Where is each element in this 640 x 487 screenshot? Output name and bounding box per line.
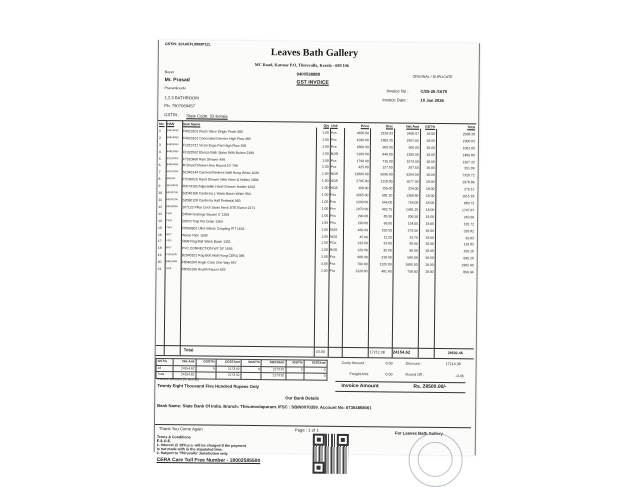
table-cell: 150.50 — [381, 227, 393, 233]
gst-cell: SGST% — [241, 359, 261, 366]
table-cell: 1074.00 — [406, 159, 419, 164]
table-cell: 696.20 — [463, 256, 474, 261]
gst-cell: 0 — [304, 373, 327, 380]
table-cell: 2900.03 — [462, 139, 475, 144]
table-cell: 1.00 — [321, 178, 329, 184]
gst-cell: IGST% — [286, 360, 305, 367]
table-cell: 18.00 — [425, 214, 435, 219]
column-header: Disc — [385, 124, 394, 129]
table-cell: 2 — [158, 135, 161, 140]
table-cell: NOS — [330, 179, 338, 184]
table-cell: NOS — [330, 227, 338, 232]
table-cell: 17 — [157, 239, 162, 244]
table-cell: F1015721 Victor Expo Part High Flow 358 — [182, 142, 247, 148]
table-cell: F8060601 Ultra Waste Coupling FIT 1601 — [182, 225, 245, 231]
table-cell: 18.00 — [426, 145, 435, 150]
terms-title: Terms & Conditions — [156, 435, 191, 440]
qr-finder — [337, 434, 349, 446]
table-cell: 14 — [158, 218, 162, 223]
table-cell: 318.00 — [381, 255, 392, 260]
invoice-no-label: Invoice No : — [386, 88, 409, 94]
table-cell: Pcs — [330, 220, 336, 225]
total-net: 24154.62 — [392, 349, 411, 355]
table-cell: 297.50 — [408, 166, 419, 171]
table-cell: 279.50 — [407, 228, 419, 233]
table-cell: 1267.32 — [462, 159, 475, 164]
table-cell: 1.00 — [321, 248, 328, 253]
table-cell: 1118.00 — [380, 179, 393, 184]
table-cell: PVC CONNECTION WT 18' 1656 — [181, 246, 233, 252]
table-cell: 1677.00 — [406, 179, 419, 184]
gst-cell: 0 — [304, 367, 327, 374]
table-cell: 900.00 — [408, 145, 419, 150]
table-cell: 1.00 — [322, 130, 330, 135]
gst-cell: 9 — [196, 365, 216, 372]
gst-cell: 2173.92 — [216, 372, 241, 379]
company-seal-stamp — [408, 433, 463, 487]
table-cell: 69101000 — [166, 198, 178, 202]
table-cell: 1800.00 — [356, 144, 369, 149]
table-cell: F4020101 Concealed Diverter High Flow 482 — [182, 136, 251, 141]
table-cell: 13 — [158, 211, 162, 216]
terms-eoe: E.& O.E. — [156, 439, 172, 444]
table-cell: 716.00 — [382, 158, 393, 163]
column-header: GST% — [425, 124, 436, 129]
table-cell: 33.75 — [409, 235, 418, 240]
column-header: Item Name — [183, 122, 201, 127]
document-type: GST INVOICE — [296, 79, 329, 86]
table-cell: 18.00 — [425, 242, 434, 247]
table-cell: 11.25 — [383, 234, 392, 239]
cooly-amount: 0.00 — [385, 361, 393, 366]
invoice-date-label: Invoice Date : — [382, 97, 409, 103]
table-cell: 546.00 — [381, 200, 393, 205]
table-cell: 5 — [158, 156, 161, 161]
table-cell: Pcs — [330, 144, 337, 149]
table-cell: 2065.00 — [356, 193, 369, 198]
table-cell: 1062.00 — [462, 145, 475, 151]
table-cell: 39.83 — [465, 235, 474, 240]
table-cell: 132.00 — [357, 241, 368, 246]
table-cell: 1790.00 — [356, 158, 369, 163]
table-cell: 66.00 — [383, 221, 393, 226]
column-header: Total — [467, 125, 476, 130]
roundoff-label: Round Off : — [405, 372, 424, 377]
table-cell: Pcs — [330, 199, 336, 204]
buyer-gstin-label: GSTIN : — [164, 112, 180, 118]
table-cell: 18.00 — [425, 262, 434, 268]
table-cell: 7324 — [165, 267, 172, 271]
table-cell: 425.00 — [358, 165, 369, 170]
gst-cell: Net Amt — [173, 359, 196, 366]
table-cell: 1.00 — [321, 227, 329, 232]
table-cell: 18 — [157, 246, 162, 251]
total-disc: 17212.38 — [369, 350, 385, 355]
cooly-label: Cooly Amount : — [341, 360, 367, 366]
table-cell: 69101000 — [166, 170, 179, 174]
table-cell: 6204.00 — [406, 172, 419, 178]
table-cell: 10 — [158, 191, 163, 196]
table-cell: 18.00 — [426, 159, 435, 164]
table-cell: NOS — [330, 172, 338, 177]
items-table — [157, 121, 477, 276]
table-cell: Pcs — [330, 213, 336, 218]
table-cell: 276.12 — [464, 187, 475, 192]
table-cell: 329.82 — [463, 228, 475, 233]
table-cell: S2090128 Canberra Half Pedestal 083 — [182, 198, 241, 203]
table-cell: 1120.00 — [379, 262, 392, 267]
table-cell: 39229000 — [166, 156, 179, 160]
table-cell: Pcs — [329, 255, 336, 260]
table-cell: 84818090 — [166, 204, 178, 209]
company-phone: 9400538888 — [296, 71, 320, 77]
term-2: 2. Subject to 'Thiruvalla' Jurisdiction only. — [156, 451, 229, 456]
table-cell: 390.00 — [358, 186, 369, 191]
table-cell: 243.66 — [463, 214, 475, 220]
table-cell: 18.00 — [426, 152, 435, 157]
table-cell: 39229000 — [166, 184, 179, 188]
table-cell: 7 — [158, 170, 161, 175]
table-cell: 1978.86 — [462, 180, 475, 185]
table-cell: 1.00 — [321, 234, 328, 239]
table-cell: 11 — [158, 197, 162, 203]
table-cell: 7326 — [166, 218, 172, 222]
table-cell: 4 — [158, 149, 161, 154]
invoice-amount-label: Invoice Amount — [341, 382, 379, 390]
total-amount: 28502.46 — [447, 351, 463, 356]
qr-finder — [312, 462, 324, 474]
table-cell: 3917 — [165, 246, 172, 250]
table-cell: 1680.00 — [405, 262, 418, 267]
table-cell: 590.00 — [407, 255, 418, 260]
company-address: MC Road, Kuttoor P.O, Thiruvalla, Kerala - 689 106 — [254, 62, 349, 69]
table-cell: 889.72 — [463, 201, 475, 206]
buyer-state-code: State Code: 32-Kerala — [186, 113, 228, 119]
table-cell: 1.00 — [321, 199, 329, 204]
table-cell: Pcs — [330, 192, 337, 197]
table-cell: F0079165 Adjustable Hand Shower Holder 1652 — [182, 184, 256, 190]
table-cell: 2795.00 — [356, 179, 369, 184]
table-cell: 45.00 — [359, 234, 368, 239]
table-cell: 234.00 — [408, 186, 419, 191]
invoice-no: C/25-26 /1679 — [420, 88, 448, 95]
freight-amount: 0.00 — [385, 372, 393, 377]
invoice-amount: Rs. 28500.00/- — [413, 383, 447, 391]
table-cell: 85.50 — [383, 214, 393, 219]
table-cell: 7415 — [165, 239, 172, 243]
table-cell: 908.00 — [357, 255, 368, 260]
table-cell: 84818090 — [166, 163, 179, 167]
table-cell: PCs — [329, 241, 337, 246]
table-cell: Pro — [330, 206, 336, 211]
table-cell: 84818090 — [166, 142, 179, 146]
table-cell: 127.50 — [382, 165, 393, 170]
gst-cell: CGSTAmt — [216, 359, 241, 366]
page-indicator: Page : 1 of 1 — [294, 427, 319, 433]
table-cell: 840.00 — [382, 151, 393, 157]
bank-title: Our Bank Details — [285, 395, 320, 401]
gst-cell: CGST% — [196, 359, 216, 366]
table-cell: 106.20 — [463, 249, 474, 254]
table-cell: 1.00 — [321, 172, 329, 177]
column-header: HSN — [167, 122, 175, 127]
table-cell: 1982.40 — [461, 263, 474, 268]
copy-label: ORIGINAL / DUPLICATE — [412, 74, 453, 80]
table-cell: 29070 Trap For Drain 1364 — [182, 218, 223, 224]
table-cell: 7326 — [166, 211, 172, 215]
table-cell: 1.00 — [321, 206, 329, 211]
table-cell: 220.00 — [357, 220, 369, 225]
table-cell: 181.72 — [463, 221, 475, 227]
table-cell: 8 — [158, 177, 161, 182]
table-cell: 11800.00 — [354, 172, 369, 177]
freight-label: Freight Amt: — [349, 372, 369, 377]
table-cell: 84818090 — [166, 135, 179, 140]
table-cell: 430.00 — [357, 227, 369, 232]
table-cell: 1.00 — [321, 241, 328, 246]
table-cell: 1486.80 — [462, 152, 475, 157]
table-cell: 18.00 — [426, 173, 435, 178]
gst-cell: 2173.92 — [261, 373, 286, 380]
table-cell: 18.00 — [426, 138, 435, 143]
table-cell: 351.06 — [464, 166, 475, 171]
table-cell: 18.00 — [425, 249, 434, 254]
table-cell: 18.00 — [425, 235, 434, 240]
table-cell: 5608 Rag Bolt Wash Basin 1301 — [181, 239, 231, 245]
table-cell: 1747.87 — [461, 208, 475, 213]
table-cell: 3 — [158, 142, 161, 147]
table-cell: 84818090 — [165, 260, 178, 264]
table-cell: 6 — [158, 163, 161, 168]
column-header: No. — [159, 122, 165, 127]
table-cell: 1.00 — [322, 158, 329, 163]
table-cell: 107123 Pillar Cock Swan Neck STE Esoco 2171 — [182, 205, 256, 210]
total-qty: 24.00 — [315, 349, 325, 354]
table-cell: S1043144 Carnival Rimless Wall Hung White 1026 — [182, 170, 260, 176]
column-header: Qty — [323, 123, 330, 128]
table-cell: F7010868 Rain Shower 499 — [182, 156, 226, 162]
amount-in-words: Twenty Eight Thousand Five Hundred Rupees Only — [157, 383, 259, 390]
table-cell: 1.00 — [321, 185, 329, 190]
table-cell: 1.00 — [322, 144, 329, 149]
table-cell: B2040101 Rag Bolt Wall Hung CERA 386 — [181, 253, 245, 259]
table-cell: 18.00 — [425, 221, 435, 226]
table-cell: 1220.00 — [355, 269, 368, 274]
total-label: Total — [183, 347, 194, 353]
table-cell: 896.94 — [463, 270, 474, 275]
term-1: 1. Interest @ 18% p.a. will be charged if the payment — [156, 443, 246, 448]
invoice-amount-underline — [335, 391, 465, 393]
table-cell: 700.00 — [357, 262, 368, 267]
table-cell: 758.60 — [407, 269, 418, 274]
table-cell: 290.00 — [357, 213, 369, 218]
gst-cell: 0 — [286, 366, 305, 373]
table-cell: 7320.72 — [462, 173, 475, 178]
table-cell: 1615.18 — [462, 194, 475, 199]
gst-cell: Total — [156, 371, 173, 378]
table-cell: Pcs — [329, 268, 336, 273]
column-header: Price — [360, 124, 370, 129]
gst-cell: 2173.92 — [261, 366, 286, 373]
table-cell: 156.00 — [382, 186, 393, 191]
table-cell: 2490.07 — [406, 131, 420, 136]
for-company-signature: For Leaves Bath Gallery — [394, 430, 443, 437]
buyer-label: Buyer — [164, 70, 175, 75]
table-cell: 15 — [158, 225, 162, 230]
seller-gstin: GSTIN: 32AAEFL8889P1ZL — [164, 42, 211, 47]
table-cell: 2457.65 — [406, 138, 419, 143]
table-cell: 1300.00 — [356, 200, 369, 205]
table-cell: Pcs — [330, 165, 337, 170]
table-cell: 33.00 — [383, 241, 392, 246]
table-cell: 18.00 — [426, 180, 435, 185]
table-cell: 99.00 — [409, 242, 418, 247]
table-cell: 481.40 — [381, 269, 392, 274]
column-header: Net Amt — [406, 124, 420, 129]
table-cell: 73181190 — [165, 253, 178, 257]
column-header: Unit — [331, 123, 338, 128]
bank-details: Bank Name: State Bank Of India. Branch: Thirumoolapuram. IFSC : SBIN0070359. Account No: 67354858061 — [157, 403, 372, 411]
buyer-name: Mr. Prasad — [164, 77, 190, 84]
table-cell: 2159.93 — [380, 131, 394, 136]
table-cell: 1.00 — [321, 220, 329, 225]
table-cell: 1.00 — [322, 165, 329, 170]
table-cell: 848180 — [166, 177, 176, 181]
table-cell: 24094 Gratings Square 5' 1359 — [182, 212, 230, 217]
table-cell: 2100.00 — [356, 151, 369, 156]
table-cell: 681.20 — [381, 193, 393, 198]
table-cell: 84818090 — [167, 129, 179, 133]
table-cell: 21 — [157, 267, 162, 272]
table-cell: Pcs — [330, 137, 337, 142]
table-cell: 18.00 — [425, 269, 434, 274]
table-cell: 18.00 — [425, 207, 435, 212]
buyer-address-1: Pravankoodu — [164, 86, 186, 91]
gst-cell — [196, 372, 216, 379]
table-cell: 20 — [157, 260, 162, 265]
table-cell: 4.00 — [321, 261, 328, 266]
table-cell: 1.00 — [322, 151, 329, 156]
table-cell: 30.00 — [383, 248, 392, 253]
gst-cell: 24154.62 — [173, 365, 196, 372]
table-cell: 154.00 — [407, 221, 419, 226]
table-cell: 5596.00 — [380, 172, 393, 177]
table-cell: 18.00 — [425, 193, 435, 198]
gst-cell: SGSTAmt — [261, 360, 286, 367]
gst-cell: 18 — [156, 365, 173, 372]
company-name: Leaves Bath Gallery — [270, 47, 359, 60]
table-cell: 1.00 — [320, 268, 328, 273]
table-cell: NOS — [330, 185, 338, 191]
table-cell: 116.82 — [463, 242, 474, 247]
table-cell: 1368.80 — [406, 193, 419, 198]
qr-code-icon — [312, 434, 348, 474]
table-cell: Pcs — [331, 130, 337, 135]
table-cell: 754.00 — [407, 200, 419, 205]
table-cell: 18.00 — [425, 186, 435, 192]
table-cell: 9 — [158, 184, 161, 189]
gst-cell: GST% — [156, 358, 173, 365]
table-cell: F8040204 Angle Cock One Way 857 — [181, 260, 237, 265]
table-cell: F8030106 Health Faucet 603 — [181, 267, 226, 272]
table-cell: Pcs — [329, 261, 336, 266]
gst-cell — [241, 372, 261, 379]
buyer-phone: Ph: 7907069457 — [164, 103, 196, 109]
table-cell: 16 — [157, 232, 162, 237]
gst-cell: IGSTAmt — [304, 360, 327, 367]
discount-amount: 17214.38 — [445, 362, 461, 367]
table-cell: 12 — [158, 204, 163, 209]
thanks-text: Thank You Come Again — [158, 426, 203, 432]
qr-finder — [313, 434, 325, 446]
table-cell: 3917 — [165, 232, 172, 236]
roundoff-amount: -0.46 — [455, 374, 464, 379]
table-cell: 84818090 — [166, 149, 179, 153]
gst-cell: 2173.92 — [216, 366, 241, 373]
table-cell: Pcs — [330, 158, 337, 163]
table-cell: 206.50 — [407, 214, 419, 219]
table-cell: 19 — [157, 253, 162, 258]
table-cell: NOS — [329, 248, 338, 253]
table-cell: 1260.00 — [406, 152, 419, 157]
invoice-date: 10 Jan 2026 — [420, 97, 444, 103]
table-cell: 4650.00 — [356, 130, 370, 136]
discount-label: Discount : — [405, 361, 422, 366]
table-cell: 2938.28 — [462, 132, 476, 137]
table-cell: 120.00 — [357, 248, 368, 253]
term-1-cont: is not made with in the stipulated time. — [156, 447, 223, 452]
table-cell: NOS — [329, 234, 338, 239]
table-cell: 7324 — [166, 225, 172, 229]
table-cell: F8010101 Flush Valve Single Flush 080 — [183, 129, 243, 134]
table-cell: NOS — [330, 151, 339, 156]
toll-free-number: CERA Care Toll Free Number - 18002585500 — [156, 457, 261, 465]
table-cell: 18.00 — [425, 200, 435, 205]
table-cell: 1.00 — [321, 213, 329, 218]
table-cell: 18.00 — [426, 131, 436, 136]
gst-cell: 9 — [241, 366, 261, 373]
table-cell: 1481.25 — [405, 207, 419, 212]
table-cell: 1.00 — [321, 192, 329, 197]
table-cell: 1862.35 — [380, 138, 393, 143]
table-cell: 18.00 — [425, 228, 435, 233]
table-cell: Waste Pipe 1690 — [181, 232, 208, 238]
table-cell: F7030010 Hand Shower With Hose & Holder 1806 — [182, 177, 259, 183]
invoice-paper — [154, 40, 480, 465]
table-cell: 493.75 — [381, 207, 393, 212]
gst-cell: 24154.62 — [173, 372, 196, 379]
table-cell: 18.00 — [425, 256, 434, 261]
table-cell: 1.00 — [322, 137, 329, 142]
table-cell: S2040168 Canberra L Wash Basin White 954 — [182, 191, 251, 197]
table-cell: 900.00 — [382, 145, 393, 150]
gst-cell — [286, 373, 305, 380]
table-cell: 69101000 — [166, 191, 178, 195]
table-cell: F1022062 Elanza Bath Spout With Button 2199 — [182, 149, 255, 155]
table-cell: M Brand Shower Arm Round 10' 799 — [182, 163, 238, 169]
table-cell: 4320.00 — [356, 137, 369, 143]
table-cell: 90.00 — [409, 248, 418, 254]
amount-in-words-label: Invoice amount (in words) — [157, 377, 199, 382]
table-cell: 1.00 — [321, 254, 328, 260]
table-cell: 18.00 — [426, 166, 435, 171]
table-cell: 1 — [159, 128, 161, 133]
buyer-address-2: 1,2,3 BATHROOM — [164, 95, 199, 101]
table-cell: 1970.00 — [355, 206, 369, 212]
